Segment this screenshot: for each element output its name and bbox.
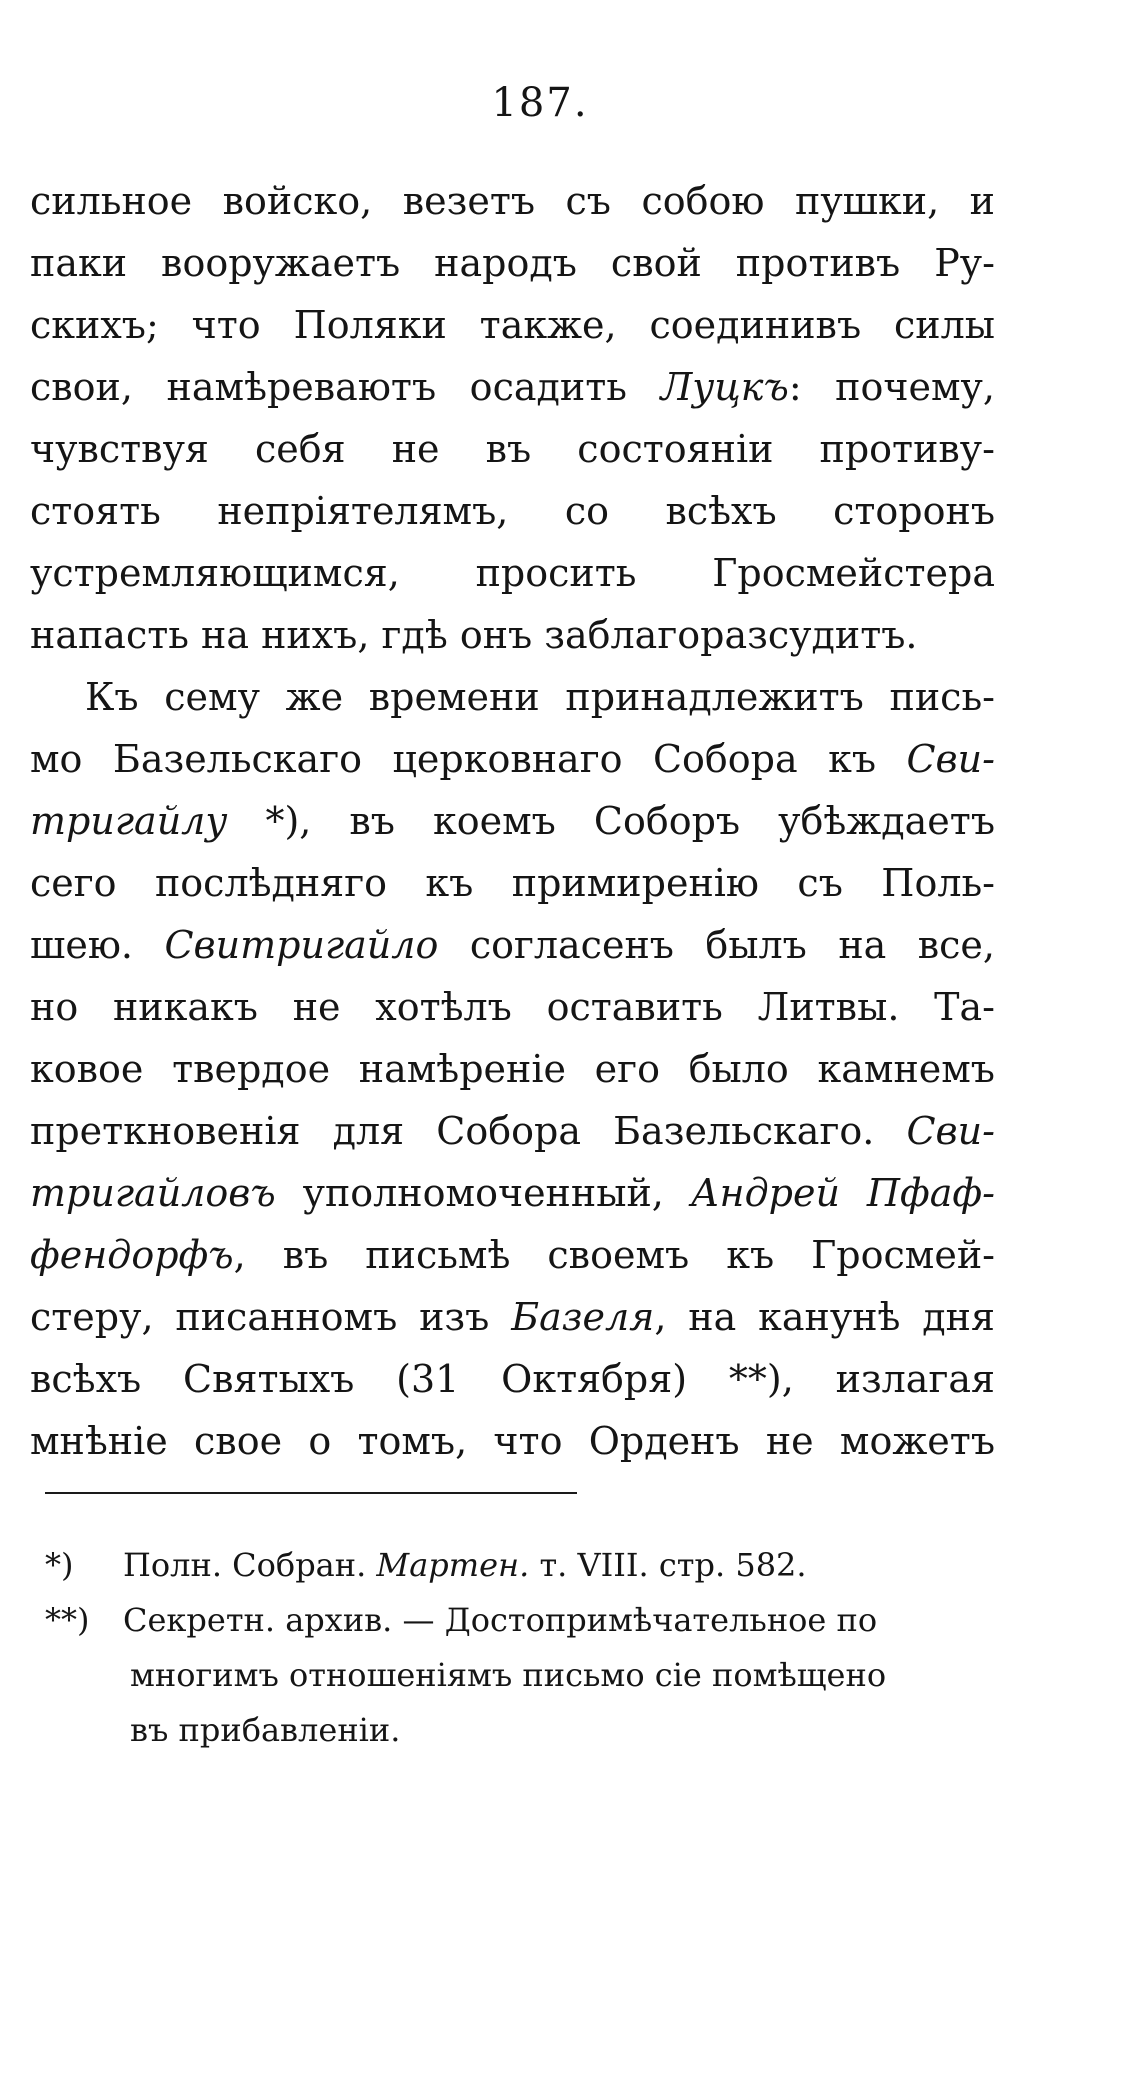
italic-place-name: Луцкъ	[660, 365, 789, 409]
text-line: паки вооружаетъ народъ свой противъ Ру-	[30, 241, 995, 285]
paragraph-1	[30, 170, 995, 666]
italic-name: тригайловъ	[30, 1171, 276, 1215]
text-line: ковое твердое намѣреніе его было камнемъ	[30, 1047, 995, 1091]
italic-author: Мартен.	[376, 1546, 530, 1584]
italic-name: Сви-	[906, 737, 995, 781]
text-line: фендорфъ, въ письмѣ своемъ къ Гросмей-	[30, 1233, 995, 1277]
footnote-2-continuation: въ прибавленіи.	[130, 1711, 401, 1749]
footnote-marker: *)	[45, 1546, 74, 1584]
italic-name: Андрей Пфаф-	[690, 1171, 995, 1215]
text-line: стоять непріятелямъ, со всѣхъ сторонъ	[30, 489, 995, 533]
text-line: свои, намѣреваютъ осадить Луцкъ: почему,	[30, 365, 995, 409]
text-line: устремляющимся, просить Гросмейстера	[30, 551, 995, 595]
footnote-marker: **)	[45, 1601, 90, 1639]
text-line: мнѣніе свое о томъ, что Орденъ не можетъ	[30, 1419, 995, 1463]
text-line: стеру, писанномъ изъ Базеля, на канунѣ дня	[30, 1295, 995, 1339]
footnote-2-continuation: многимъ отношеніямъ письмо сіе помѣщено	[130, 1656, 887, 1694]
text-line: мо Базельскаго церковнаго Собора къ Сви-	[30, 737, 995, 781]
text-line: всѣхъ Святыхъ (31 Октября) **), излагая	[30, 1357, 995, 1401]
text-line: тригайлу *), въ коемъ Соборъ убѣждаетъ	[30, 799, 995, 843]
text-line: преткновенія для Собора Базельскаго. Сви-	[30, 1109, 995, 1153]
text-line: Къ сему же времени принадлежитъ пись-	[85, 675, 995, 719]
text-line: сего послѣдняго къ примиренію съ Поль-	[30, 861, 995, 905]
italic-name: Сви-	[906, 1109, 995, 1153]
footnotes	[45, 1538, 1000, 1758]
italic-name: фендорфъ	[30, 1233, 234, 1277]
main-text	[30, 170, 995, 1472]
text-line: напасть на нихъ, гдѣ онъ заблагоразсудитъ.	[30, 613, 918, 657]
text-line: но никакъ не хотѣлъ оставить Литвы. Та-	[30, 985, 995, 1029]
page-number: 187.	[491, 80, 589, 126]
italic-name: Свитригайло	[164, 923, 439, 967]
footnote-2: **) Секретн. архив. — Достопримѣчательное по	[45, 1593, 1000, 1648]
italic-name: тригайлу	[30, 799, 228, 843]
text-line: скихъ; что Поляки также, соединивъ силы	[30, 303, 995, 347]
footnote-1: *) Полн. Собран. Мартен. т. VIII. стр. 582.	[45, 1538, 1000, 1593]
italic-place-name: Базеля	[511, 1295, 655, 1339]
text-line: шею. Свитригайло согласенъ былъ на все,	[30, 923, 996, 967]
text-line: чувствуя себя не въ состояніи противу-	[30, 427, 995, 471]
text-line: тригайловъ уполномоченный, Андрей Пфаф-	[30, 1171, 995, 1215]
text-line: сильное войско, везетъ съ собою пушки, и	[30, 179, 995, 223]
paragraph-2	[30, 666, 995, 1472]
footnote-divider	[45, 1492, 577, 1494]
